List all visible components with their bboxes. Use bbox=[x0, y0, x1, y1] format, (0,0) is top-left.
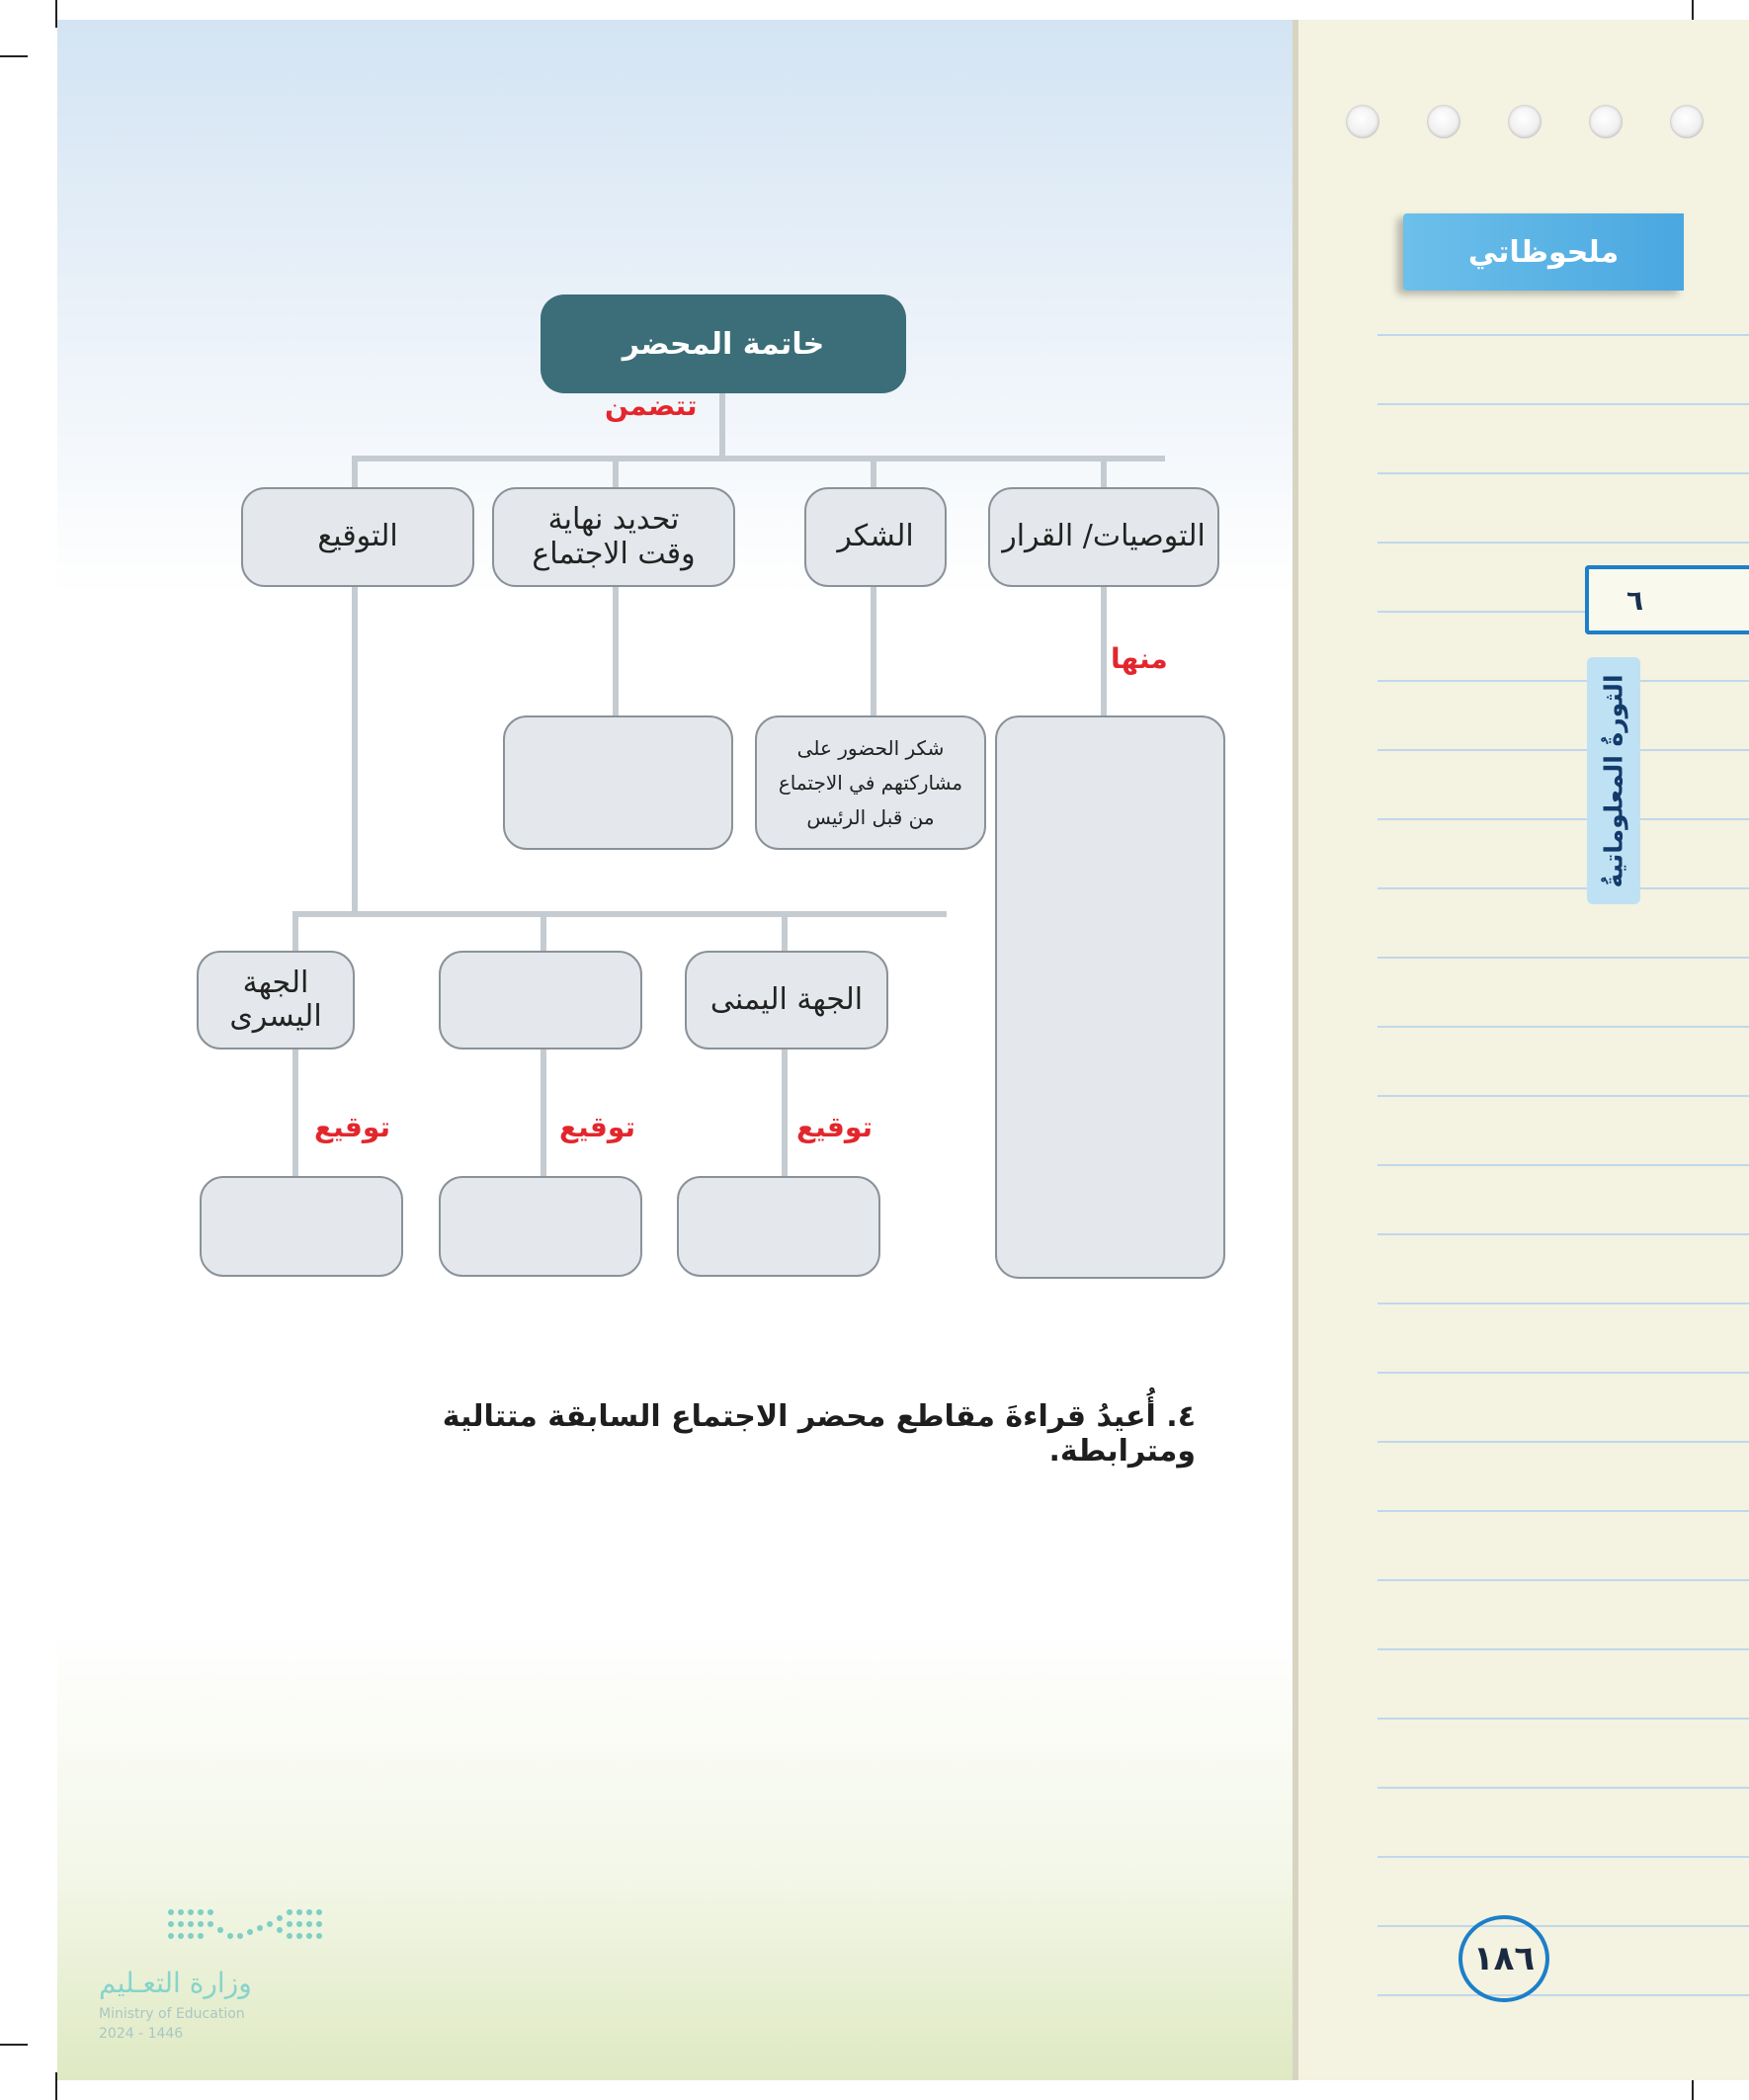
node-label: التوصيات/ القرار bbox=[1002, 519, 1206, 554]
notes-line bbox=[1377, 1302, 1749, 1304]
notes-line bbox=[1377, 1856, 1749, 1858]
connector bbox=[292, 911, 947, 917]
party-label: الجهة اليسرى bbox=[229, 965, 322, 1034]
recommendations-answer-box[interactable] bbox=[995, 715, 1225, 1279]
chapter-number: ٦ bbox=[1585, 565, 1749, 634]
notes-line bbox=[1377, 1164, 1749, 1166]
connector bbox=[352, 587, 358, 915]
unit-tab bbox=[1587, 657, 1640, 904]
notes-line bbox=[1377, 1718, 1749, 1720]
signature-label: توقيع bbox=[559, 1111, 635, 1143]
recommendations-connector-label: منها bbox=[1111, 642, 1168, 675]
notes-line bbox=[1377, 957, 1749, 959]
thanks-detail-text: شكر الحضور على مشاركتهم في الاجتماع من قبل الرئيس bbox=[778, 735, 963, 829]
unit-title: الثورةُ المعلوماتيةُ bbox=[1599, 673, 1628, 888]
node-label: الشكر bbox=[837, 519, 914, 554]
node-label: التوقيع bbox=[317, 519, 398, 554]
connector bbox=[719, 393, 725, 459]
notes-line bbox=[1377, 1579, 1749, 1581]
binder-hole-icon bbox=[1427, 105, 1460, 138]
notes-line bbox=[1377, 1787, 1749, 1789]
connector bbox=[352, 456, 1165, 462]
notes-line bbox=[1377, 472, 1749, 474]
root-label: خاتمة المحضر bbox=[622, 326, 825, 362]
party-left bbox=[197, 951, 355, 1050]
notes-line bbox=[1377, 1095, 1749, 1097]
notes-line bbox=[1377, 1648, 1749, 1650]
notes-line bbox=[1377, 1372, 1749, 1374]
signature-label: توقيع bbox=[796, 1111, 873, 1143]
root-connector-label: تتضمن bbox=[605, 389, 698, 422]
notes-title: ملحوظاتي bbox=[1403, 213, 1684, 291]
notes-line bbox=[1377, 1441, 1749, 1443]
signature-label: توقيع bbox=[314, 1111, 390, 1143]
connector bbox=[1101, 587, 1107, 717]
notes-line bbox=[1377, 542, 1749, 544]
binder-hole-icon bbox=[1670, 105, 1704, 138]
binder-hole-icon bbox=[1589, 105, 1623, 138]
binder-hole-icon bbox=[1346, 105, 1379, 138]
logo-arabic-name: وزارة التعـليم bbox=[99, 1967, 252, 1999]
notes-line bbox=[1377, 749, 1749, 751]
notes-line bbox=[1377, 1026, 1749, 1028]
thanks-detail-box bbox=[755, 715, 986, 850]
node-signature bbox=[241, 487, 474, 587]
party-right bbox=[685, 951, 888, 1050]
ministry-logo bbox=[99, 1895, 326, 2044]
notes-line bbox=[1377, 1925, 1749, 1927]
node-label: تحديد نهاية وقت الاجتماع bbox=[532, 502, 696, 571]
notes-line bbox=[1377, 1510, 1749, 1512]
notes-line bbox=[1377, 818, 1749, 820]
notes-line bbox=[1377, 887, 1749, 889]
crop-mark bbox=[0, 55, 28, 57]
meeting-end-answer-box[interactable] bbox=[503, 715, 733, 850]
notes-panel bbox=[1292, 20, 1749, 2080]
logo-english-name: Ministry of Education bbox=[99, 2006, 245, 2022]
notes-line bbox=[1377, 334, 1749, 336]
node-thanks bbox=[804, 487, 947, 587]
diagram-root-node bbox=[541, 294, 906, 393]
node-meeting-end bbox=[492, 487, 735, 587]
page-number: ١٨٦ bbox=[1458, 1915, 1549, 2002]
signature-answer-box-middle[interactable] bbox=[439, 1176, 642, 1277]
logo-year: 2024 - 1446 bbox=[99, 2026, 184, 2042]
party-label: الجهة اليمنى bbox=[709, 981, 864, 1017]
notes-line bbox=[1377, 1233, 1749, 1235]
notes-line bbox=[1377, 403, 1749, 405]
binder-hole-icon bbox=[1508, 105, 1541, 138]
party-middle-answer-box[interactable] bbox=[439, 951, 642, 1050]
crop-mark bbox=[0, 2044, 28, 2046]
notes-line bbox=[1377, 680, 1749, 682]
logo-dots-icon bbox=[168, 1899, 326, 1949]
question-4: ٤. أُعيدُ قراءةَ مقاطع محضر الاجتماع السابقة متتالية ومترابطة. bbox=[442, 1399, 1196, 1469]
notes-line bbox=[1377, 1994, 1749, 1996]
node-recommendations bbox=[988, 487, 1219, 587]
signature-answer-box-right[interactable] bbox=[677, 1176, 880, 1277]
signature-answer-box-left[interactable] bbox=[200, 1176, 403, 1277]
